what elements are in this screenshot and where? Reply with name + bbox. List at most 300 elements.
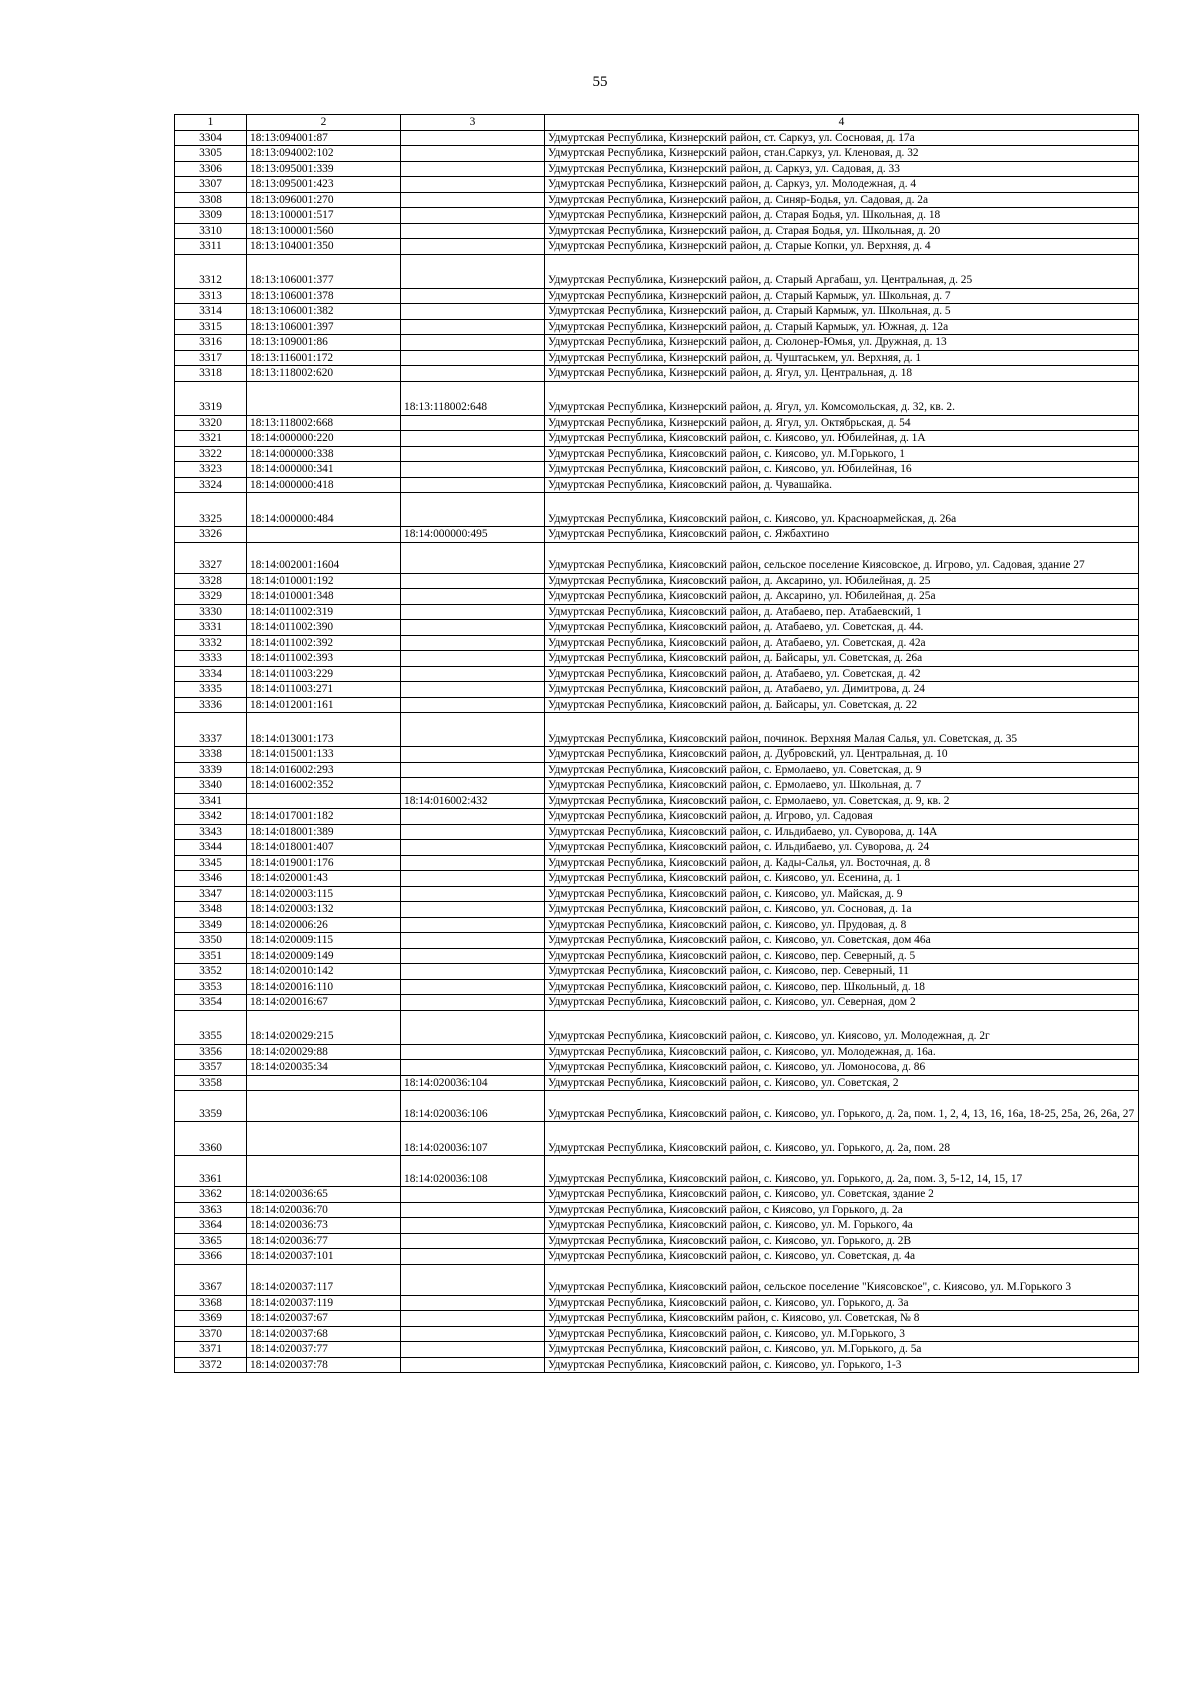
address-cell: Удмуртская Республика, Киясовский район, д. Кады-Салья, ул. Восточная, д. 8 [545,855,1139,871]
row-number-cell: 3358 [175,1075,247,1091]
cadastral-number-alt-cell [401,1342,545,1358]
row-number-cell: 3369 [175,1311,247,1327]
cadastral-number-cell: 18:13:116001:172 [247,350,401,366]
row-number-cell: 3354 [175,995,247,1011]
cadastral-number-alt-cell: 18:14:000000:495 [401,527,545,543]
cadastral-number-alt-cell [401,130,545,146]
cadastral-number-cell: 18:14:020037:77 [247,1342,401,1358]
cadastral-number-alt-cell [401,902,545,918]
cadastral-number-cell: 18:14:000000:341 [247,462,401,478]
table-row [175,1044,1139,1060]
table-row [175,886,1139,902]
cadastral-number-cell: 18:13:109001:86 [247,335,401,351]
table-row [175,446,1139,462]
table-row [175,682,1139,698]
table-row [175,871,1139,887]
row-number-cell: 3361 [175,1156,247,1187]
address-cell: Удмуртская Республика, Киясовский район, с. Киясово, ул. Прудовая, д. 8 [545,917,1139,933]
cadastral-number-alt-cell [401,431,545,447]
address-cell: Удмуртская Республика, Киясовский район, с. Киясово, ул. Горького, д. 2В [545,1233,1139,1249]
cadastral-number-alt-cell [401,589,545,605]
row-number-cell: 3357 [175,1060,247,1076]
table-row [175,651,1139,667]
cadastral-number-cell: 18:14:020036:65 [247,1187,401,1203]
table-row [175,1295,1139,1311]
address-cell: Удмуртская Республика, Киясовский район, с. Киясово, ул. Ломоносова, д. 86 [545,1060,1139,1076]
cadastral-number-alt-cell: 18:14:016002:432 [401,793,545,809]
row-number-cell: 3363 [175,1202,247,1218]
address-cell: Удмуртская Республика, Киясовский район, с. Киясово, ул. Красноармейская, д. 26а [545,493,1139,527]
row-number-cell: 3345 [175,855,247,871]
address-cell: Удмуртская Республика, Киясовский район, с. Ермолаево, ул. Школьная, д. 7 [545,778,1139,794]
row-number-cell: 3336 [175,697,247,713]
row-number-cell: 3312 [175,254,247,288]
cadastral-number-alt-cell: 18:14:020036:106 [401,1091,545,1122]
table-row [175,366,1139,382]
table-row [175,1010,1139,1044]
table-row [175,462,1139,478]
address-cell: Удмуртская Республика, Киясовский район, починок. Верхняя Малая Салья, ул. Советская, д. 35 [545,713,1139,747]
address-cell: Удмуртская Республика, Кизнерский район, д. Чуштаськем, ул. Верхняя, д. 1 [545,350,1139,366]
address-cell: Удмуртская Республика, Кизнерский район, д. Сюлонер-Юмья, ул. Дружная, д. 13 [545,335,1139,351]
address-cell: Удмуртская Республика, Киясовский район, д. Атабаево, ул. Советская, д. 42а [545,635,1139,651]
cadastral-number-cell: 18:14:000000:418 [247,477,401,493]
cadastral-number-alt-cell [401,1187,545,1203]
cadastral-number-alt-cell [401,1010,545,1044]
row-number-cell: 3319 [175,381,247,415]
row-number-cell: 3365 [175,1233,247,1249]
table-row [175,1187,1139,1203]
row-number-cell: 3349 [175,917,247,933]
cadastral-number-cell: 18:13:100001:560 [247,223,401,239]
cadastral-number-alt-cell [401,979,545,995]
cadastral-number-alt-cell [401,917,545,933]
table-row [175,335,1139,351]
cadastral-number-alt-cell [401,1295,545,1311]
row-number-cell: 3334 [175,666,247,682]
row-number-cell: 3352 [175,964,247,980]
cadastral-number-cell: 18:14:020029:88 [247,1044,401,1060]
table-row [175,1342,1139,1358]
table-row [175,917,1139,933]
table-row [175,288,1139,304]
row-number-cell: 3314 [175,304,247,320]
address-cell: Удмуртская Республика, Киясовский район, с. Киясово, ул. М.Горького, 3 [545,1326,1139,1342]
cadastral-number-alt-cell [401,1233,545,1249]
table-row [175,666,1139,682]
row-number-cell: 3360 [175,1122,247,1156]
table-row [175,1156,1139,1187]
cadastral-number-alt-cell [401,319,545,335]
row-number-cell: 3320 [175,415,247,431]
cadastral-number-alt-cell [401,620,545,636]
table-row [175,620,1139,636]
row-number-cell: 3364 [175,1218,247,1234]
row-number-cell: 3331 [175,620,247,636]
address-cell: Удмуртская Республика, Киясовский район, с. Киясово, ул. Советская, дом 46а [545,933,1139,949]
cadastral-number-alt-cell: 18:14:020036:107 [401,1122,545,1156]
table-row [175,223,1139,239]
table-row [175,1091,1139,1122]
cadastral-number-cell: 18:14:016002:352 [247,778,401,794]
address-cell: Удмуртская Республика, Кизнерский район, стан.Саркуз, ул. Кленовая, д. 32 [545,146,1139,162]
cadastral-number-cell: 18:14:013001:173 [247,713,401,747]
table-row [175,573,1139,589]
row-number-cell: 3317 [175,350,247,366]
row-number-cell: 3311 [175,239,247,255]
cadastral-number-alt-cell [401,542,545,573]
row-number-cell: 3339 [175,762,247,778]
table-row [175,902,1139,918]
cadastral-number-cell: 18:14:000000:338 [247,446,401,462]
cadastral-number-alt-cell [401,995,545,1011]
address-cell: Удмуртская Республика, Киясовский район, д. Дубровский, ул. Центральная, д. 10 [545,747,1139,763]
cadastral-number-cell [247,527,401,543]
address-cell: Удмуртская Республика, Киясовский район, д. Аксарино, ул. Юбилейная, д. 25 [545,573,1139,589]
cadastral-number-alt-cell [401,948,545,964]
table-row [175,527,1139,543]
table-row [175,948,1139,964]
address-cell: Удмуртская Республика, Киясовский район, д. Байсары, ул. Советская, д. 26а [545,651,1139,667]
table-row [175,477,1139,493]
address-cell: Удмуртская Республика, Киясовский район, с. Киясово, ул. Киясово, ул. Молодежная, д. 2г [545,1010,1139,1044]
cadastral-number-cell: 18:14:020037:67 [247,1311,401,1327]
cadastral-number-alt-cell [401,666,545,682]
cadastral-number-alt-cell: 18:14:020036:104 [401,1075,545,1091]
cadastral-number-alt-cell [401,192,545,208]
row-number-cell: 3310 [175,223,247,239]
cadastral-number-alt-cell [401,477,545,493]
address-cell: Удмуртская Республика, Киясовский район, с. Ермолаево, ул. Советская, д. 9, кв. 2 [545,793,1139,809]
table-row [175,713,1139,747]
header-cell-3: 3 [401,115,545,131]
table-row [175,130,1139,146]
row-number-cell: 3372 [175,1357,247,1373]
address-cell: Удмуртская Республика, Кизнерский район, д. Старый Кармыж, ул. Южная, д. 12а [545,319,1139,335]
table-row [175,933,1139,949]
cadastral-number-cell: 18:14:020016:110 [247,979,401,995]
row-number-cell: 3366 [175,1249,247,1265]
address-cell: Удмуртская Республика, Кизнерский район, д. Саркуз, ул. Молодежная, д. 4 [545,177,1139,193]
row-number-cell: 3346 [175,871,247,887]
address-cell: Удмуртская Республика, Киясовский район, с. Киясово, ул. Горького, д. 3а [545,1295,1139,1311]
cadastral-number-cell: 18:14:020037:117 [247,1264,401,1295]
address-cell: Удмуртская Республика, Киясовский район, с. Киясово, пер. Школьный, д. 18 [545,979,1139,995]
row-number-cell: 3353 [175,979,247,995]
page-number: 55 [592,74,608,90]
cadastral-number-cell: 18:14:011002:392 [247,635,401,651]
row-number-cell: 3359 [175,1091,247,1122]
cadastral-number-alt-cell [401,855,545,871]
cadastral-number-cell: 18:14:020009:149 [247,948,401,964]
cadastral-number-alt-cell [401,288,545,304]
row-number-cell: 3370 [175,1326,247,1342]
cadastral-number-alt-cell [401,1060,545,1076]
table-row [175,381,1139,415]
cadastral-number-cell: 18:14:020010:142 [247,964,401,980]
table-row [175,964,1139,980]
cadastral-number-cell: 18:14:020036:77 [247,1233,401,1249]
table-row [175,431,1139,447]
row-number-cell: 3338 [175,747,247,763]
row-number-cell: 3323 [175,462,247,478]
cadastral-number-cell: 18:14:020036:73 [247,1218,401,1234]
cadastral-number-cell: 18:13:106001:377 [247,254,401,288]
table-row [175,239,1139,255]
cadastral-number-cell [247,1075,401,1091]
row-number-cell: 3371 [175,1342,247,1358]
table-row [175,192,1139,208]
cadastral-number-cell: 18:14:002001:1604 [247,542,401,573]
cadastral-number-cell: 18:14:020037:119 [247,1295,401,1311]
row-number-cell: 3329 [175,589,247,605]
address-cell: Удмуртская Республика, Киясовский район, с. Киясово, ул. М.Горького, д. 5а [545,1342,1139,1358]
row-number-cell: 3327 [175,542,247,573]
cadastral-number-alt-cell [401,177,545,193]
cadastral-number-cell: 18:14:012001:161 [247,697,401,713]
address-cell: Удмуртская Республика, Киясовский район, с. Киясово, ул. Горького, 1-3 [545,1357,1139,1373]
cadastral-number-alt-cell [401,933,545,949]
address-cell: Удмуртская Республика, Киясовский район, с. Киясово, ул. М. Горького, 4а [545,1218,1139,1234]
address-cell: Удмуртская Республика, Кизнерский район, д. Саркуз, ул. Садовая, д. 33 [545,161,1139,177]
address-cell: Удмуртская Республика, Кизнерский район, ст. Саркуз, ул. Сосновая, д. 17а [545,130,1139,146]
cadastral-number-cell: 18:13:095001:423 [247,177,401,193]
row-number-cell: 3344 [175,840,247,856]
cadastral-number-cell: 18:14:011003:229 [247,666,401,682]
cadastral-number-alt-cell [401,239,545,255]
address-cell: Удмуртская Республика, Киясовский район, с. Ильдибаево, ул. Суворова, д. 14А [545,824,1139,840]
cadastral-number-cell: 18:14:020009:115 [247,933,401,949]
cadastral-number-cell: 18:13:100001:517 [247,208,401,224]
row-number-cell: 3309 [175,208,247,224]
cadastral-number-cell: 18:14:011002:319 [247,604,401,620]
table-row [175,855,1139,871]
row-number-cell: 3322 [175,446,247,462]
address-cell: Удмуртская Республика, Киясовский район, с. Яжбахтино [545,527,1139,543]
registry-table [174,114,1139,1373]
cadastral-number-cell: 18:14:018001:389 [247,824,401,840]
cadastral-number-cell: 18:14:011002:390 [247,620,401,636]
table-row [175,1233,1139,1249]
table-row [175,1264,1139,1295]
address-cell: Удмуртская Республика, Кизнерский район, д. Ягул, ул. Центральная, д. 18 [545,366,1139,382]
cadastral-number-alt-cell [401,254,545,288]
table-row [175,1218,1139,1234]
cadastral-number-alt-cell [401,713,545,747]
row-number-cell: 3368 [175,1295,247,1311]
cadastral-number-cell: 18:14:020003:132 [247,902,401,918]
row-number-cell: 3304 [175,130,247,146]
table-row [175,697,1139,713]
cadastral-number-alt-cell [401,161,545,177]
address-cell: Удмуртская Республика, Киясовский район, д. Атабаево, пер. Атабаевский, 1 [545,604,1139,620]
row-number-cell: 3333 [175,651,247,667]
address-cell: Удмуртская Республика, Киясовский район, с. Киясово, ул. Есенина, д. 1 [545,871,1139,887]
cadastral-number-alt-cell [401,1357,545,1373]
cadastral-number-cell: 18:13:106001:378 [247,288,401,304]
row-number-cell: 3355 [175,1010,247,1044]
cadastral-number-cell: 18:13:094002:102 [247,146,401,162]
cadastral-number-cell: 18:14:020006:26 [247,917,401,933]
row-number-cell: 3356 [175,1044,247,1060]
table-row [175,809,1139,825]
cadastral-number-cell: 18:14:020029:215 [247,1010,401,1044]
cadastral-number-alt-cell [401,573,545,589]
cadastral-number-cell: 18:13:096001:270 [247,192,401,208]
row-number-cell: 3351 [175,948,247,964]
cadastral-number-cell [247,381,401,415]
cadastral-number-cell: 18:13:118002:668 [247,415,401,431]
address-cell: Удмуртская Республика, Кизнерский район, д. Старый Аргабаш, ул. Центральная, д. 25 [545,254,1139,288]
table-row [175,1060,1139,1076]
cadastral-number-cell [247,793,401,809]
address-cell: Удмуртская Республика, Кизнерский район, д. Ягул, ул. Комсомольская, д. 32, кв. 2. [545,381,1139,415]
cadastral-number-alt-cell [401,446,545,462]
cadastral-number-alt-cell [401,682,545,698]
cadastral-number-alt-cell [401,697,545,713]
row-number-cell: 3348 [175,902,247,918]
row-number-cell: 3328 [175,573,247,589]
address-cell: Удмуртская Республика, Киясовский район, с. Киясово, пер. Северный, д. 5 [545,948,1139,964]
address-cell: Удмуртская Республика, Киясовский район, сельское поселение Киясовское, д. Игрово, ул. Садовая, здание 27 [545,542,1139,573]
header-cell-1: 1 [175,115,247,131]
cadastral-number-alt-cell [401,747,545,763]
table-row [175,146,1139,162]
cadastral-number-alt-cell [401,462,545,478]
cadastral-number-alt-cell [401,1311,545,1327]
cadastral-number-cell: 18:13:094001:87 [247,130,401,146]
address-cell: Удмуртская Республика, Киясовский район, д. Атабаево, ул. Советская, д. 42 [545,666,1139,682]
cadastral-number-alt-cell [401,840,545,856]
address-cell: Удмуртская Республика, Киясовский район, с. Киясово, ул. Молодежная, д. 16а. [545,1044,1139,1060]
address-cell: Удмуртская Республика, Кизнерский район, д. Старый Кармыж, ул. Школьная, д. 7 [545,288,1139,304]
row-number-cell: 3326 [175,527,247,543]
row-number-cell: 3306 [175,161,247,177]
address-cell: Удмуртская Республика, Киясовский район, д. Атабаево, ул. Советская, д. 44. [545,620,1139,636]
cadastral-number-alt-cell: 18:13:118002:648 [401,381,545,415]
table-row [175,254,1139,288]
header-cell-4: 4 [545,115,1139,131]
row-number-cell: 3337 [175,713,247,747]
cadastral-number-cell: 18:13:106001:397 [247,319,401,335]
cadastral-number-alt-cell [401,886,545,902]
address-cell: Удмуртская Республика, Киясовский район, с. Киясово, ул. Юбилейная, д. 1А [545,431,1139,447]
table-row [175,319,1139,335]
cadastral-number-cell: 18:14:020036:70 [247,1202,401,1218]
table-row [175,979,1139,995]
address-cell: Удмуртская Республика, Киясовский район, с. Киясово, ул. Советская, здание 2 [545,1187,1139,1203]
cadastral-number-alt-cell [401,208,545,224]
cadastral-number-cell: 18:14:020016:67 [247,995,401,1011]
table-row [175,793,1139,809]
address-cell: Удмуртская Республика, Киясовский район, с. Киясово, ул. Горького, д. 2а, пом. 28 [545,1122,1139,1156]
table-row [175,542,1139,573]
cadastral-number-alt-cell: 18:14:020036:108 [401,1156,545,1187]
table-row [175,589,1139,605]
row-number-cell: 3362 [175,1187,247,1203]
table-row [175,747,1139,763]
table-body [175,130,1139,1373]
row-number-cell: 3307 [175,177,247,193]
address-cell: Удмуртская Республика, Кизнерский район, д. Старая Бодья, ул. Школьная, д. 20 [545,223,1139,239]
address-cell: Удмуртская Республика, Кизнерский район, д. Старые Копки, ул. Верхняя, д. 4 [545,239,1139,255]
cadastral-number-cell: 18:13:095001:339 [247,161,401,177]
cadastral-number-alt-cell [401,350,545,366]
row-number-cell: 3330 [175,604,247,620]
address-cell: Удмуртская Республика, Киясовский район, с. Киясово, ул. Юбилейная, 16 [545,462,1139,478]
table-row [175,778,1139,794]
cadastral-number-cell: 18:14:020037:68 [247,1326,401,1342]
row-number-cell: 3315 [175,319,247,335]
table-row [175,1249,1139,1265]
cadastral-number-cell: 18:13:106001:382 [247,304,401,320]
cadastral-number-cell: 18:13:104001:350 [247,239,401,255]
address-cell: Удмуртская Республика, Киясовский район, д. Аксарино, ул. Юбилейная, д. 25а [545,589,1139,605]
table-row [175,208,1139,224]
address-cell: Удмуртская Республика, Киясовский район, с. Ермолаево, ул. Советская, д. 9 [545,762,1139,778]
row-number-cell: 3367 [175,1264,247,1295]
address-cell: Удмуртская Республика, Кизнерский район, д. Старая Бодья, ул. Школьная, д. 18 [545,208,1139,224]
table-row [175,161,1139,177]
cadastral-number-cell: 18:14:020037:78 [247,1357,401,1373]
cadastral-number-cell [247,1122,401,1156]
cadastral-number-alt-cell [401,1264,545,1295]
row-number-cell: 3350 [175,933,247,949]
cadastral-number-cell [247,1156,401,1187]
row-number-cell: 3318 [175,366,247,382]
address-cell: Удмуртская Республика, Киясовский район, с. Киясово, пер. Северный, 11 [545,964,1139,980]
cadastral-number-cell: 18:14:000000:484 [247,493,401,527]
table-row [175,824,1139,840]
table-row [175,304,1139,320]
address-cell: Удмуртская Республика, Киясовский район, с. Киясово, ул. Майская, д. 9 [545,886,1139,902]
address-cell: Удмуртская Республика, Киясовский район, с. Киясово, ул. Северная, дом 2 [545,995,1139,1011]
table-row [175,415,1139,431]
cadastral-number-cell [247,1091,401,1122]
cadastral-number-cell: 18:14:019001:176 [247,855,401,871]
table-row [175,635,1139,651]
row-number-cell: 3325 [175,493,247,527]
cadastral-number-alt-cell [401,1044,545,1060]
cadastral-number-alt-cell [401,635,545,651]
address-cell: Удмуртская Республика, Кизнерский район, д. Старый Кармыж, ул. Школьная, д. 5 [545,304,1139,320]
cadastral-number-cell: 18:14:020037:101 [247,1249,401,1265]
table-row [175,350,1139,366]
row-number-cell: 3308 [175,192,247,208]
address-cell: Удмуртская Республика, Киясовский район, с. Киясово, ул. Горького, д. 2а, пом. 3, 5-12, 14, 15, 17 [545,1156,1139,1187]
row-number-cell: 3340 [175,778,247,794]
cadastral-number-cell: 18:14:010001:192 [247,573,401,589]
cadastral-number-alt-cell [401,493,545,527]
address-cell: Удмуртская Республика, Киясовский район, с Киясово, ул Горького, д. 2а [545,1202,1139,1218]
cadastral-number-cell: 18:14:011002:393 [247,651,401,667]
row-number-cell: 3305 [175,146,247,162]
cadastral-number-cell: 18:14:018001:407 [247,840,401,856]
row-number-cell: 3347 [175,886,247,902]
cadastral-number-alt-cell [401,651,545,667]
cadastral-number-alt-cell [401,223,545,239]
address-cell: Удмуртская Республика, Киясовский район, д. Игрово, ул. Садовая [545,809,1139,825]
row-number-cell: 3343 [175,824,247,840]
table-row [175,604,1139,620]
address-cell: Удмуртская Республика, Киясовский район, с. Киясово, ул. Советская, 2 [545,1075,1139,1091]
address-cell: Удмуртская Республика, Киясовский район, д. Чувашайка. [545,477,1139,493]
address-cell: Удмуртская Республика, Киясовский район, с. Ильдибаево, ул. Суворова, д. 24 [545,840,1139,856]
cadastral-number-alt-cell [401,1202,545,1218]
row-number-cell: 3342 [175,809,247,825]
cadastral-number-alt-cell [401,304,545,320]
cadastral-number-cell: 18:14:020003:115 [247,886,401,902]
